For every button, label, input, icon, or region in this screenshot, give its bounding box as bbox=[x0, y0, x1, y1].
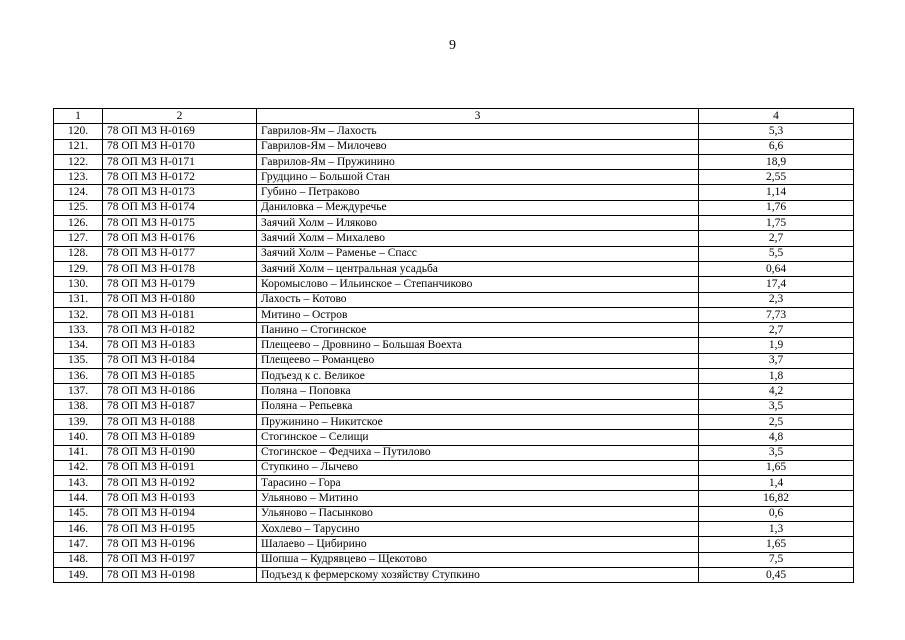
road-name: Гаврилов-Ям – Милочево bbox=[257, 139, 699, 154]
road-code: 78 ОП МЗ Н-0198 bbox=[103, 567, 257, 582]
road-length: 1,4 bbox=[699, 476, 854, 491]
road-name: Стогинское – Селищи bbox=[257, 430, 699, 445]
road-length: 1,65 bbox=[699, 460, 854, 475]
road-length: 5,3 bbox=[699, 124, 854, 139]
road-code: 78 ОП МЗ Н-0175 bbox=[103, 216, 257, 231]
road-code: 78 ОП МЗ Н-0177 bbox=[103, 246, 257, 261]
road-length: 2,3 bbox=[699, 292, 854, 307]
column-header-1: 1 bbox=[54, 109, 103, 124]
table-row bbox=[54, 399, 854, 414]
row-number: 126. bbox=[54, 216, 103, 231]
row-number: 123. bbox=[54, 170, 103, 185]
row-number: 121. bbox=[54, 139, 103, 154]
table-row bbox=[54, 277, 854, 292]
table-row bbox=[54, 323, 854, 338]
table-row bbox=[54, 292, 854, 307]
road-length: 1,9 bbox=[699, 338, 854, 353]
road-code: 78 ОП МЗ Н-0169 bbox=[103, 124, 257, 139]
road-name: Заячий Холм – Раменье – Спасс bbox=[257, 246, 699, 261]
road-code: 78 ОП МЗ Н-0171 bbox=[103, 154, 257, 169]
table-row bbox=[54, 445, 854, 460]
road-name: Подъезд к с. Великое bbox=[257, 369, 699, 384]
road-name: Ступкино – Лычево bbox=[257, 460, 699, 475]
road-name: Ульяново – Митино bbox=[257, 491, 699, 506]
road-code: 78 ОП МЗ Н-0196 bbox=[103, 537, 257, 552]
road-name: Грудцино – Большой Стан bbox=[257, 170, 699, 185]
road-length: 2,55 bbox=[699, 170, 854, 185]
road-length: 1,8 bbox=[699, 369, 854, 384]
page-number: 9 bbox=[449, 38, 456, 53]
road-length: 3,5 bbox=[699, 445, 854, 460]
road-code: 78 ОП МЗ Н-0186 bbox=[103, 384, 257, 399]
row-number: 142. bbox=[54, 460, 103, 475]
column-header-4: 4 bbox=[699, 109, 854, 124]
road-length: 3,5 bbox=[699, 399, 854, 414]
table-row bbox=[54, 506, 854, 521]
row-number: 145. bbox=[54, 506, 103, 521]
road-code: 78 ОП МЗ Н-0187 bbox=[103, 399, 257, 414]
road-name: Заячий Холм – центральная усадьба bbox=[257, 261, 699, 276]
row-number: 130. bbox=[54, 277, 103, 292]
road-name: Поляна – Поповка bbox=[257, 384, 699, 399]
row-number: 138. bbox=[54, 399, 103, 414]
road-length: 4,2 bbox=[699, 384, 854, 399]
row-number: 129. bbox=[54, 261, 103, 276]
road-name: Панино – Стогинское bbox=[257, 323, 699, 338]
table-row bbox=[54, 476, 854, 491]
road-code: 78 ОП МЗ Н-0183 bbox=[103, 338, 257, 353]
table-row bbox=[54, 552, 854, 567]
row-number: 131. bbox=[54, 292, 103, 307]
road-code: 78 ОП МЗ Н-0184 bbox=[103, 353, 257, 368]
road-name: Гаврилов-Ям – Пружинино bbox=[257, 154, 699, 169]
table-row bbox=[54, 430, 854, 445]
road-name: Заячий Холм – Михалево bbox=[257, 231, 699, 246]
table-row bbox=[54, 154, 854, 169]
road-name: Коромыслово – Ильинское – Степанчиково bbox=[257, 277, 699, 292]
road-length: 3,7 bbox=[699, 353, 854, 368]
row-number: 134. bbox=[54, 338, 103, 353]
road-length: 2,7 bbox=[699, 231, 854, 246]
table-header-row bbox=[54, 109, 854, 124]
row-number: 132. bbox=[54, 307, 103, 322]
road-name: Пружинино – Никитское bbox=[257, 414, 699, 429]
row-number: 137. bbox=[54, 384, 103, 399]
road-length: 0,6 bbox=[699, 506, 854, 521]
road-code: 78 ОП МЗ Н-0194 bbox=[103, 506, 257, 521]
road-name: Хохлево – Тарусино bbox=[257, 522, 699, 537]
table-row bbox=[54, 369, 854, 384]
road-name: Гаврилов-Ям – Лахость bbox=[257, 124, 699, 139]
table-row bbox=[54, 491, 854, 506]
road-length: 0,45 bbox=[699, 567, 854, 582]
road-name: Губино – Петраково bbox=[257, 185, 699, 200]
road-length: 18,9 bbox=[699, 154, 854, 169]
road-code: 78 ОП МЗ Н-0181 bbox=[103, 307, 257, 322]
row-number: 140. bbox=[54, 430, 103, 445]
row-number: 149. bbox=[54, 567, 103, 582]
road-code: 78 ОП МЗ Н-0173 bbox=[103, 185, 257, 200]
row-number: 124. bbox=[54, 185, 103, 200]
road-length: 1,3 bbox=[699, 522, 854, 537]
table-row bbox=[54, 567, 854, 582]
table-row bbox=[54, 537, 854, 552]
column-header-2: 2 bbox=[103, 109, 257, 124]
road-name: Заячий Холм – Иляково bbox=[257, 216, 699, 231]
road-name: Поляна – Репьевка bbox=[257, 399, 699, 414]
road-length: 1,65 bbox=[699, 537, 854, 552]
road-name: Ульяново – Пасынково bbox=[257, 506, 699, 521]
row-number: 135. bbox=[54, 353, 103, 368]
row-number: 143. bbox=[54, 476, 103, 491]
row-number: 133. bbox=[54, 323, 103, 338]
table-row bbox=[54, 353, 854, 368]
road-code: 78 ОП МЗ Н-0193 bbox=[103, 491, 257, 506]
road-code: 78 ОП МЗ Н-0185 bbox=[103, 369, 257, 384]
road-code: 78 ОП МЗ Н-0189 bbox=[103, 430, 257, 445]
row-number: 128. bbox=[54, 246, 103, 261]
road-name: Митино – Остров bbox=[257, 307, 699, 322]
road-length: 2,5 bbox=[699, 414, 854, 429]
road-name: Подъезд к фермерскому хозяйству Ступкино bbox=[257, 567, 699, 582]
road-length: 0,64 bbox=[699, 261, 854, 276]
table-row bbox=[54, 139, 854, 154]
column-header-3: 3 bbox=[257, 109, 699, 124]
table-row bbox=[54, 231, 854, 246]
road-length: 4,8 bbox=[699, 430, 854, 445]
row-number: 148. bbox=[54, 552, 103, 567]
road-length: 2,7 bbox=[699, 323, 854, 338]
table-row bbox=[54, 124, 854, 139]
row-number: 136. bbox=[54, 369, 103, 384]
row-number: 147. bbox=[54, 537, 103, 552]
table-row bbox=[54, 216, 854, 231]
table-row bbox=[54, 246, 854, 261]
road-length: 17,4 bbox=[699, 277, 854, 292]
row-number: 139. bbox=[54, 414, 103, 429]
table-row bbox=[54, 307, 854, 322]
row-number: 125. bbox=[54, 200, 103, 215]
road-code: 78 ОП МЗ Н-0174 bbox=[103, 200, 257, 215]
table-row bbox=[54, 185, 854, 200]
road-length: 1,75 bbox=[699, 216, 854, 231]
road-length: 1,76 bbox=[699, 200, 854, 215]
row-number: 146. bbox=[54, 522, 103, 537]
road-code: 78 ОП МЗ Н-0190 bbox=[103, 445, 257, 460]
road-name: Шопша – Кудрявцево – Щекотово bbox=[257, 552, 699, 567]
road-code: 78 ОП МЗ Н-0170 bbox=[103, 139, 257, 154]
road-code: 78 ОП МЗ Н-0182 bbox=[103, 323, 257, 338]
table-row bbox=[54, 384, 854, 399]
road-length: 7,5 bbox=[699, 552, 854, 567]
road-code: 78 ОП МЗ Н-0178 bbox=[103, 261, 257, 276]
road-length: 7,73 bbox=[699, 307, 854, 322]
roads-table bbox=[53, 108, 854, 583]
table-row bbox=[54, 261, 854, 276]
road-length: 16,82 bbox=[699, 491, 854, 506]
road-length: 1,14 bbox=[699, 185, 854, 200]
table-row bbox=[54, 200, 854, 215]
road-code: 78 ОП МЗ Н-0195 bbox=[103, 522, 257, 537]
road-code: 78 ОП МЗ Н-0179 bbox=[103, 277, 257, 292]
road-name: Стогинское – Федчиха – Путилово bbox=[257, 445, 699, 460]
road-code: 78 ОП МЗ Н-0176 bbox=[103, 231, 257, 246]
road-length: 6,6 bbox=[699, 139, 854, 154]
row-number: 120. bbox=[54, 124, 103, 139]
road-name: Даниловка – Междуречье bbox=[257, 200, 699, 215]
road-code: 78 ОП МЗ Н-0191 bbox=[103, 460, 257, 475]
table-row bbox=[54, 522, 854, 537]
road-name: Шалаево – Цибирино bbox=[257, 537, 699, 552]
road-code: 78 ОП МЗ Н-0180 bbox=[103, 292, 257, 307]
table-body bbox=[54, 124, 854, 583]
road-code: 78 ОП МЗ Н-0192 bbox=[103, 476, 257, 491]
row-number: 127. bbox=[54, 231, 103, 246]
road-name: Плещеево – Романцево bbox=[257, 353, 699, 368]
table-row bbox=[54, 460, 854, 475]
row-number: 141. bbox=[54, 445, 103, 460]
row-number: 144. bbox=[54, 491, 103, 506]
row-number: 122. bbox=[54, 154, 103, 169]
road-code: 78 ОП МЗ Н-0172 bbox=[103, 170, 257, 185]
road-code: 78 ОП МЗ Н-0188 bbox=[103, 414, 257, 429]
road-name: Лахость – Котово bbox=[257, 292, 699, 307]
road-length: 5,5 bbox=[699, 246, 854, 261]
table-row bbox=[54, 338, 854, 353]
road-code: 78 ОП МЗ Н-0197 bbox=[103, 552, 257, 567]
road-name: Тарасино – Гора bbox=[257, 476, 699, 491]
table-row bbox=[54, 414, 854, 429]
road-name: Плещеево – Дровнино – Большая Воехта bbox=[257, 338, 699, 353]
table-row bbox=[54, 170, 854, 185]
